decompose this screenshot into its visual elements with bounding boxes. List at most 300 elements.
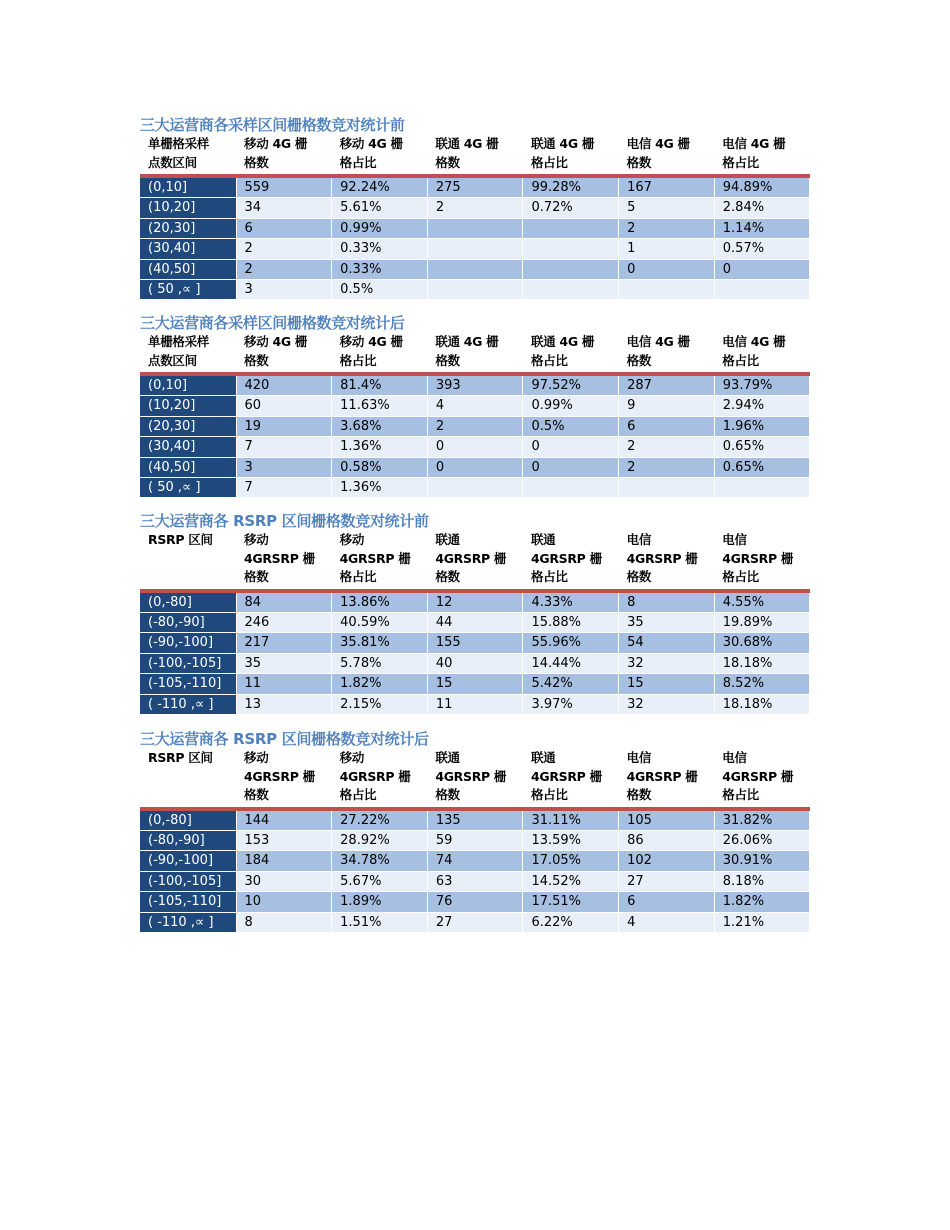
table-cell: 13.86% — [332, 591, 428, 613]
table-cell: 34 — [236, 198, 332, 218]
row-label: (-90,-100] — [140, 851, 236, 871]
table-cell: 0 — [427, 437, 523, 457]
table-cell: 0.33% — [332, 239, 428, 259]
table-cell: 6 — [236, 218, 332, 238]
column-header-line: 电信 4G 栅 — [722, 136, 786, 151]
section-title: 三大运营商各采样区间栅格数竞对统计后 — [140, 314, 405, 332]
table-cell: 1.89% — [332, 892, 428, 912]
column-header-line: 格数 — [626, 787, 652, 802]
column-header — [332, 135, 428, 176]
column-header — [619, 531, 715, 591]
column-header — [619, 135, 715, 176]
table-cell: 12 — [427, 591, 523, 613]
table-row — [140, 851, 810, 871]
column-header — [619, 333, 715, 374]
row-label: ( 50 ,∝ ] — [140, 280, 236, 300]
table-cell: 246 — [236, 612, 332, 632]
table-cell: 2 — [427, 198, 523, 218]
table-cell: 3 — [236, 280, 332, 300]
column-header — [427, 135, 523, 176]
row-label: ( -110 ,∝ ] — [140, 912, 236, 932]
column-header — [427, 749, 523, 809]
table-cell: 60 — [236, 396, 332, 416]
table-cell: 0.72% — [523, 198, 619, 218]
column-header — [236, 749, 332, 809]
table-cell: 144 — [236, 809, 332, 831]
stats-table — [140, 531, 810, 715]
column-header — [427, 333, 523, 374]
table-cell: 2 — [236, 259, 332, 279]
column-header-line: 移动 4G 栅 — [339, 334, 403, 349]
table-row — [140, 396, 810, 416]
column-header-line: 联通 — [435, 750, 460, 765]
row-label: (0,10] — [140, 176, 236, 198]
table-cell — [523, 259, 619, 279]
table-cell: 0 — [427, 457, 523, 477]
column-header-line: 电信 — [722, 532, 747, 547]
table-cell: 35 — [619, 612, 715, 632]
section-title: 三大运营商各采样区间栅格数竞对统计前 — [140, 116, 405, 134]
table-cell — [523, 239, 619, 259]
column-header-line: 格占比 — [530, 569, 568, 584]
table-cell: 7 — [236, 478, 332, 498]
table-cell: 30.91% — [714, 851, 810, 871]
column-header-line: 格数 — [244, 787, 269, 802]
column-header-line: 联通 — [435, 532, 460, 547]
table-row — [140, 239, 810, 259]
column-header-line: 4GRSRP 栅 — [626, 550, 698, 566]
table-row — [140, 176, 810, 198]
column-header-line: 4GRSRP 栅 — [435, 550, 507, 566]
table-cell: 1.82% — [714, 892, 810, 912]
table-cell: 8.52% — [714, 674, 810, 694]
table-cell: 5.78% — [332, 653, 428, 673]
table-cell: 34.78% — [332, 851, 428, 871]
column-header-line: 格数 — [435, 569, 460, 584]
row-label: (20,30] — [140, 218, 236, 238]
column-header-line: 单栅格采样 — [148, 136, 210, 151]
column-header-line: RSRP 区间 — [148, 750, 213, 765]
table-cell: 26.06% — [714, 830, 810, 850]
table-cell: 0.57% — [714, 239, 810, 259]
table-cell: 31.11% — [523, 809, 619, 831]
table-cell: 0 — [523, 437, 619, 457]
table-cell: 1 — [619, 239, 715, 259]
column-header-line: 移动 — [244, 750, 269, 765]
table-row — [140, 892, 810, 912]
row-label: (-100,-105] — [140, 653, 236, 673]
table-cell: 35.81% — [332, 633, 428, 653]
column-header — [523, 135, 619, 176]
column-header-line: 单栅格采样 — [148, 334, 210, 349]
table-cell: 18.18% — [714, 694, 810, 714]
table-row — [140, 653, 810, 673]
table-cell: 2 — [619, 437, 715, 457]
row-label: (-100,-105] — [140, 871, 236, 891]
table-cell: 287 — [619, 374, 715, 396]
column-header-line: 4GRSRP 栅 — [530, 768, 602, 784]
column-header — [236, 333, 332, 374]
table-cell: 11.63% — [332, 396, 428, 416]
table-cell: 55.96% — [523, 633, 619, 653]
column-header-line: 格数 — [435, 787, 460, 802]
column-header — [523, 749, 619, 809]
table-cell: 54 — [619, 633, 715, 653]
table-row — [140, 374, 810, 396]
table-cell: 7 — [236, 437, 332, 457]
column-header-line: 联通 4G 栅 — [435, 334, 499, 349]
table-cell: 27.22% — [332, 809, 428, 831]
table-cell — [523, 280, 619, 300]
column-header-line: 格占比 — [722, 787, 759, 802]
column-header — [714, 531, 810, 591]
table-row — [140, 416, 810, 436]
table-cell: 0 — [714, 259, 810, 279]
table-cell: 74 — [427, 851, 523, 871]
table-cell: 1.36% — [332, 478, 428, 498]
column-header-line: 电信 4G 栅 — [722, 334, 786, 349]
table-cell: 1.51% — [332, 912, 428, 932]
table-cell: 3 — [236, 457, 332, 477]
table-cell: 15.88% — [523, 612, 619, 632]
table-row — [140, 830, 810, 850]
table-cell: 5 — [619, 198, 715, 218]
stats-table — [140, 135, 810, 300]
table-row — [140, 694, 810, 714]
column-header-line: 格占比 — [530, 787, 568, 802]
table-cell — [714, 478, 810, 498]
table-cell: 105 — [619, 809, 715, 831]
table-cell: 5.67% — [332, 871, 428, 891]
table-cell: 4.55% — [714, 591, 810, 613]
table-section — [140, 511, 810, 715]
table-cell: 217 — [236, 633, 332, 653]
column-header-line: 格占比 — [722, 352, 759, 368]
column-header-line: 4GRSRP 栅 — [722, 550, 794, 566]
row-label: (-105,-110] — [140, 892, 236, 912]
header-row — [140, 135, 810, 176]
column-header-line: 格占比 — [722, 154, 759, 170]
table-cell: 0.65% — [714, 457, 810, 477]
table-cell: 6 — [619, 416, 715, 436]
table-cell: 4 — [619, 912, 715, 932]
header-row — [140, 333, 810, 374]
column-header — [523, 333, 619, 374]
table-row — [140, 633, 810, 653]
table-cell: 6 — [619, 892, 715, 912]
column-header-line: 联通 — [530, 532, 556, 547]
column-header-line: 格占比 — [530, 154, 568, 170]
table-cell: 4.33% — [523, 591, 619, 613]
table-cell — [427, 218, 523, 238]
table-cell: 3.68% — [332, 416, 428, 436]
column-header-line: 格占比 — [339, 569, 377, 584]
table-row — [140, 871, 810, 891]
table-cell: 18.18% — [714, 653, 810, 673]
table-cell: 153 — [236, 830, 332, 850]
table-cell: 30 — [236, 871, 332, 891]
column-header-line: 格数 — [435, 352, 460, 368]
row-label: (40,50] — [140, 259, 236, 279]
column-header-line: 移动 4G 栅 — [339, 136, 403, 151]
table-cell: 2.84% — [714, 198, 810, 218]
table-cell: 59 — [427, 830, 523, 850]
table-cell: 2.94% — [714, 396, 810, 416]
row-label: (30,40] — [140, 437, 236, 457]
table-cell: 4 — [427, 396, 523, 416]
table-cell: 2.15% — [332, 694, 428, 714]
table-cell: 1.82% — [332, 674, 428, 694]
table-cell: 1.96% — [714, 416, 810, 436]
table-cell: 167 — [619, 176, 715, 198]
column-header-line: 格占比 — [339, 787, 377, 802]
column-header-line: 4GRSRP 栅 — [244, 768, 315, 784]
column-header — [332, 531, 428, 591]
table-cell — [427, 239, 523, 259]
column-header-line: 移动 — [339, 532, 365, 547]
table-cell: 184 — [236, 851, 332, 871]
table-cell: 63 — [427, 871, 523, 891]
column-header-line: 联通 — [530, 750, 556, 765]
column-header — [140, 135, 236, 176]
table-cell: 93.79% — [714, 374, 810, 396]
table-cell: 2 — [427, 416, 523, 436]
table-cell: 0.5% — [332, 280, 428, 300]
column-header — [714, 333, 810, 374]
table-cell: 28.92% — [332, 830, 428, 850]
column-header — [140, 749, 236, 809]
table-cell: 1.36% — [332, 437, 428, 457]
table-cell: 14.44% — [523, 653, 619, 673]
column-header-line: 4GRSRP 栅 — [626, 768, 698, 784]
table-row — [140, 218, 810, 238]
table-cell: 11 — [236, 674, 332, 694]
column-header-line: 移动 — [244, 532, 269, 547]
column-header-line: 格数 — [626, 352, 652, 368]
table-cell: 1.14% — [714, 218, 810, 238]
row-label: (0,-80] — [140, 591, 236, 613]
table-cell — [427, 280, 523, 300]
table-cell: 0 — [619, 259, 715, 279]
row-label: (0,10] — [140, 374, 236, 396]
table-cell: 10 — [236, 892, 332, 912]
table-cell: 32 — [619, 653, 715, 673]
column-header — [236, 531, 332, 591]
table-cell: 0.99% — [523, 396, 619, 416]
table-cell — [619, 478, 715, 498]
row-label: (-80,-90] — [140, 612, 236, 632]
table-cell: 1.21% — [714, 912, 810, 932]
table-section — [140, 313, 810, 498]
table-row — [140, 457, 810, 477]
column-header — [140, 531, 236, 591]
table-cell — [427, 259, 523, 279]
column-header-line: 4GRSRP 栅 — [339, 550, 411, 566]
row-label: (40,50] — [140, 457, 236, 477]
table-cell: 15 — [427, 674, 523, 694]
table-cell: 135 — [427, 809, 523, 831]
table-cell: 275 — [427, 176, 523, 198]
table-cell: 3.97% — [523, 694, 619, 714]
table-row — [140, 591, 810, 613]
table-cell: 19.89% — [714, 612, 810, 632]
row-label: (20,30] — [140, 416, 236, 436]
table-cell — [714, 280, 810, 300]
table-cell: 0 — [523, 457, 619, 477]
row-label: (0,-80] — [140, 809, 236, 831]
column-header-line: 格数 — [626, 154, 652, 170]
column-header-line: 点数区间 — [148, 154, 197, 170]
table-cell: 35 — [236, 653, 332, 673]
table-cell — [427, 478, 523, 498]
table-cell — [523, 218, 619, 238]
table-row — [140, 478, 810, 498]
table-cell: 2 — [619, 457, 715, 477]
table-cell: 19 — [236, 416, 332, 436]
table-cell: 0.58% — [332, 457, 428, 477]
column-header-line: 格占比 — [722, 569, 759, 584]
section-title: 三大运营商各 RSRP 区间栅格数竞对统计后 — [140, 730, 429, 748]
table-cell: 8 — [236, 912, 332, 932]
table-cell: 8.18% — [714, 871, 810, 891]
table-cell: 44 — [427, 612, 523, 632]
table-cell: 94.89% — [714, 176, 810, 198]
table-cell: 13.59% — [523, 830, 619, 850]
table-cell: 30.68% — [714, 633, 810, 653]
column-header — [714, 135, 810, 176]
row-label: (30,40] — [140, 239, 236, 259]
column-header-line: 点数区间 — [148, 352, 197, 368]
column-header-line: 4GRSRP 栅 — [435, 768, 507, 784]
table-row — [140, 612, 810, 632]
table-row — [140, 809, 810, 831]
column-header-line: 格占比 — [339, 154, 377, 170]
table-cell: 99.28% — [523, 176, 619, 198]
column-header — [619, 749, 715, 809]
table-cell: 2 — [236, 239, 332, 259]
column-header-line: 电信 4G 栅 — [626, 136, 690, 151]
table-cell: 97.52% — [523, 374, 619, 396]
table-cell: 0.99% — [332, 218, 428, 238]
table-section — [140, 115, 810, 300]
table-cell: 40.59% — [332, 612, 428, 632]
column-header-line: 格数 — [626, 569, 652, 584]
table-cell: 13 — [236, 694, 332, 714]
column-header-line: 4GRSRP 栅 — [530, 550, 602, 566]
row-label: ( -110 ,∝ ] — [140, 694, 236, 714]
table-cell: 92.24% — [332, 176, 428, 198]
column-header-line: 移动 4G 栅 — [244, 136, 308, 151]
table-row — [140, 198, 810, 218]
column-header-line: 电信 4G 栅 — [626, 334, 690, 349]
table-cell: 31.82% — [714, 809, 810, 831]
row-label: (10,20] — [140, 198, 236, 218]
row-label: (-105,-110] — [140, 674, 236, 694]
column-header-line: 4GRSRP 栅 — [722, 768, 794, 784]
table-cell: 9 — [619, 396, 715, 416]
column-header-line: 格占比 — [530, 352, 568, 368]
column-header-line: 格数 — [435, 154, 460, 170]
table-cell: 102 — [619, 851, 715, 871]
column-header-line: 联通 4G 栅 — [435, 136, 499, 151]
column-header-line: 格数 — [244, 352, 269, 368]
column-header — [523, 531, 619, 591]
column-header-line: RSRP 区间 — [148, 532, 213, 547]
table-cell: 5.42% — [523, 674, 619, 694]
column-header-line: 格数 — [244, 569, 269, 584]
column-header-line: 4GRSRP 栅 — [339, 768, 411, 784]
table-cell: 17.51% — [523, 892, 619, 912]
table-cell: 86 — [619, 830, 715, 850]
table-cell: 8 — [619, 591, 715, 613]
table-cell: 393 — [427, 374, 523, 396]
row-label: ( 50 ,∝ ] — [140, 478, 236, 498]
column-header-line: 格数 — [244, 154, 269, 170]
table-cell: 27 — [619, 871, 715, 891]
column-header-line: 电信 — [722, 750, 747, 765]
column-header-line: 4GRSRP 栅 — [244, 550, 315, 566]
table-cell: 559 — [236, 176, 332, 198]
table-cell: 15 — [619, 674, 715, 694]
section-title: 三大运营商各 RSRP 区间栅格数竞对统计前 — [140, 512, 429, 530]
stats-table — [140, 749, 810, 933]
table-cell: 155 — [427, 633, 523, 653]
column-header-line: 移动 — [339, 750, 365, 765]
table-cell: 14.52% — [523, 871, 619, 891]
table-row — [140, 437, 810, 457]
table-cell: 81.4% — [332, 374, 428, 396]
table-cell: 5.61% — [332, 198, 428, 218]
column-header-line: 联通 4G 栅 — [530, 136, 595, 151]
table-cell: 17.05% — [523, 851, 619, 871]
stats-table — [140, 333, 810, 498]
table-cell: 0.65% — [714, 437, 810, 457]
table-cell: 0.5% — [523, 416, 619, 436]
table-row — [140, 259, 810, 279]
table-cell: 40 — [427, 653, 523, 673]
header-row — [140, 749, 810, 809]
column-header-line: 移动 4G 栅 — [244, 334, 308, 349]
table-cell: 11 — [427, 694, 523, 714]
row-label: (10,20] — [140, 396, 236, 416]
table-cell: 6.22% — [523, 912, 619, 932]
column-header-line: 格占比 — [339, 352, 377, 368]
table-cell: 27 — [427, 912, 523, 932]
table-row — [140, 280, 810, 300]
table-cell: 0.33% — [332, 259, 428, 279]
column-header-line: 电信 — [626, 750, 652, 765]
table-cell: 2 — [619, 218, 715, 238]
column-header — [332, 333, 428, 374]
table-cell: 32 — [619, 694, 715, 714]
column-header — [140, 333, 236, 374]
header-row — [140, 531, 810, 591]
column-header — [332, 749, 428, 809]
column-header-line: 电信 — [626, 532, 652, 547]
table-cell — [619, 280, 715, 300]
table-cell: 76 — [427, 892, 523, 912]
row-label: (-80,-90] — [140, 830, 236, 850]
table-cell: 420 — [236, 374, 332, 396]
column-header-line: 联通 4G 栅 — [530, 334, 595, 349]
table-section — [140, 729, 810, 933]
table-cell: 84 — [236, 591, 332, 613]
table-cell — [523, 478, 619, 498]
table-row — [140, 912, 810, 932]
column-header — [427, 531, 523, 591]
row-label: (-90,-100] — [140, 633, 236, 653]
column-header — [714, 749, 810, 809]
